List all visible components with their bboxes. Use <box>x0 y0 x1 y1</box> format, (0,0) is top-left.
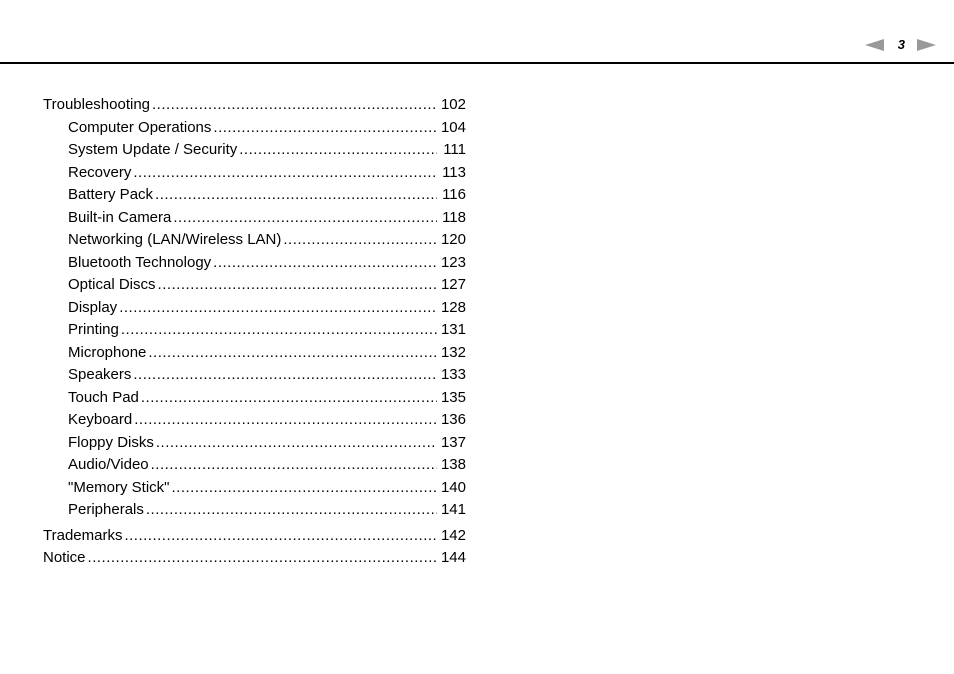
toc-entry-memory-stick[interactable] <box>43 477 466 500</box>
toc-entry-page: 102 <box>440 96 466 113</box>
toc-entry-page: 131 <box>440 321 466 338</box>
toc-entry-page: 135 <box>440 388 466 406</box>
toc-entry-touch-pad[interactable] <box>43 387 466 410</box>
toc-entry-page: 141 <box>440 501 466 518</box>
dot-leader <box>88 547 437 570</box>
toc-entry-label: Peripherals <box>68 501 144 518</box>
dot-leader <box>133 162 437 185</box>
dot-leader <box>151 454 437 477</box>
dot-leader <box>152 94 437 117</box>
toc-entry-label: Optical Discs <box>68 276 156 293</box>
toc-entry-label: Floppy Disks <box>68 433 154 451</box>
toc-entry-label: System Update / Security <box>68 141 238 158</box>
dot-leader <box>141 387 437 410</box>
toc-entry-peripherals[interactable] <box>43 499 466 522</box>
toc-entry-keyboard[interactable] <box>43 409 466 432</box>
toc-entry-system-update-security[interactable] <box>43 139 466 162</box>
page-number: 3 <box>897 37 905 52</box>
toc-entry-audio-video[interactable] <box>43 454 466 477</box>
toc-entry-label: Trademarks <box>43 526 123 544</box>
toc-entry-label: Display <box>68 298 118 316</box>
toc-entry-label: Touch Pad <box>68 388 139 406</box>
toc-entry-label: "Memory Stick" <box>68 478 170 496</box>
toc-entry-page: 116 <box>442 186 466 203</box>
dot-leader <box>173 207 437 230</box>
toc-entry-floppy-disks[interactable] <box>43 432 466 455</box>
triangle-left-icon[interactable] <box>865 39 884 51</box>
toc-entry-label: Audio/Video <box>68 456 149 473</box>
toc-entry-page: 123 <box>440 253 466 271</box>
dot-leader <box>155 184 437 207</box>
toc-entry-page: 140 <box>440 478 466 496</box>
toc-entry-label: Notice <box>43 549 86 566</box>
dot-leader <box>239 139 437 162</box>
toc-entry-page: 136 <box>440 411 466 428</box>
toc-entry-label: Keyboard <box>68 411 133 428</box>
toc-entry-label: Speakers <box>68 366 132 383</box>
toc-entry-label: Computer Operations <box>68 118 212 136</box>
toc-entry-printing[interactable] <box>43 319 466 342</box>
toc-entry-label: Built-in Camera <box>68 208 172 226</box>
toc-entry-optical-discs[interactable] <box>43 274 466 297</box>
dot-leader <box>158 274 437 297</box>
toc-entry-page: 118 <box>442 208 466 226</box>
toc-entry-page: 127 <box>440 276 466 293</box>
toc-entry-page: 113 <box>442 163 466 181</box>
toc-entry-label: Bluetooth Technology <box>68 253 212 271</box>
dot-leader <box>134 409 437 432</box>
toc-entry-page: 111 <box>443 141 466 158</box>
triangle-right-icon[interactable] <box>917 39 936 51</box>
toc-entry-label: Microphone <box>68 343 147 361</box>
toc-entry-page: 133 <box>440 366 466 383</box>
toc-entry-page: 104 <box>440 118 466 136</box>
dot-leader <box>121 319 437 342</box>
toc-entry-label: Battery Pack <box>68 186 154 203</box>
dot-leader <box>213 252 437 275</box>
toc-entry-networking[interactable] <box>43 229 466 252</box>
dot-leader <box>283 229 437 252</box>
toc-entry-bluetooth-technology[interactable] <box>43 252 466 275</box>
toc-entry-label: Recovery <box>68 163 132 181</box>
toc-entry-computer-operations[interactable] <box>43 117 466 140</box>
toc-entry-trademarks[interactable] <box>43 525 466 548</box>
dot-leader <box>133 364 437 387</box>
toc-entry-page: 138 <box>440 456 466 473</box>
toc-entry-page: 142 <box>440 526 466 544</box>
toc-entry-microphone[interactable] <box>43 342 466 365</box>
toc-entry-page: 120 <box>440 231 466 248</box>
toc-entry-battery-pack[interactable] <box>43 184 466 207</box>
toc-entry-page: 137 <box>440 433 466 451</box>
toc-entry-label: Networking (LAN/Wireless LAN) <box>68 231 282 248</box>
dot-leader <box>156 432 437 455</box>
toc-entry-page: 132 <box>440 343 466 361</box>
dot-leader <box>146 499 437 522</box>
dot-leader <box>148 342 437 365</box>
toc-entry-display[interactable] <box>43 297 466 320</box>
toc-entry-label: Printing <box>68 321 119 338</box>
toc-entry-speakers[interactable] <box>43 364 466 387</box>
dot-leader <box>213 117 437 140</box>
toc-entry-label: Troubleshooting <box>43 96 151 113</box>
toc-entry-notice[interactable] <box>43 547 466 570</box>
toc-entry-page: 128 <box>440 298 466 316</box>
page-navigation <box>865 36 936 54</box>
table-of-contents <box>43 94 466 570</box>
header-divider <box>0 62 954 64</box>
dot-leader <box>119 297 437 320</box>
toc-entry-recovery[interactable] <box>43 162 466 185</box>
dot-leader <box>124 525 437 548</box>
dot-leader <box>172 477 438 500</box>
toc-entry-page: 144 <box>440 549 466 566</box>
toc-entry-built-in-camera[interactable] <box>43 207 466 230</box>
toc-entry-troubleshooting[interactable] <box>43 94 466 117</box>
